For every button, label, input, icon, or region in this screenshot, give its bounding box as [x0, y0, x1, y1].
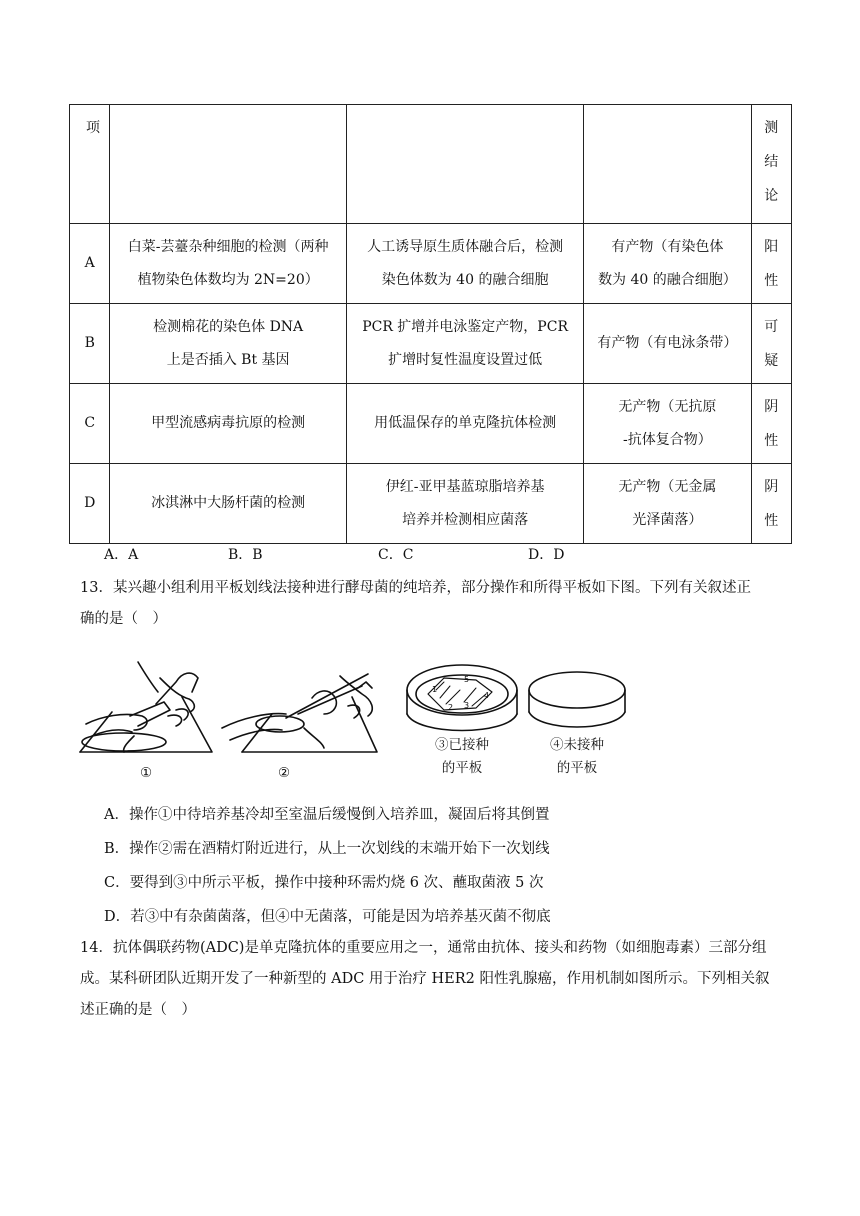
q14-stem: 14．抗体偶联药物(ADC)是单克隆抗体的重要应用之一，通常由抗体、接头和药物（如细胞毒素）三部分组 成。某科研团队近期开发了一种新型的 ADC 用于治疗 HER2 阳性乳腺癌，作用机制如图所示。下列相关叙 述正确的是（ ） — [80, 940, 770, 1018]
streaking-scene-drawing — [222, 674, 377, 752]
table-row — [70, 304, 792, 384]
table-cell: 冰淇淋中大肠杆菌的检测 — [110, 464, 346, 544]
table-cell: 有产物（有染色体 数为 40 的融合细胞） — [584, 224, 751, 304]
header-cell-item: 项 — [70, 105, 110, 224]
table-cell: 有产物（有电泳条带） — [584, 304, 751, 384]
svg-text:3: 3 — [464, 701, 470, 710]
header-cell-conclusion: 测结论 — [751, 105, 791, 224]
figure-label-1: ① — [139, 765, 153, 781]
q13-option-d[interactable]: D．若③中有杂菌菌落，但④中无菌落，可能是因为培养基灭菌不彻底 — [104, 909, 551, 925]
q12-option-c[interactable]: C．C — [378, 547, 414, 563]
table-cell: 无产物（无金属 光泽菌落） — [584, 464, 751, 544]
table-cell: 伊红-亚甲基蓝琼脂培养基 培养并检测相应菌落 — [346, 464, 583, 544]
table-cell-conclusion: 阴性 — [751, 384, 791, 464]
svg-text:4: 4 — [484, 691, 490, 700]
table-cell: PCR 扩增并电泳鉴定产物，PCR 扩增时复性温度设置过低 — [346, 304, 583, 384]
table-row — [70, 464, 792, 544]
inoculated-plate-drawing — [407, 665, 517, 731]
q13-option-b[interactable]: B．操作②需在酒精灯附近进行，从上一次划线的末端开始下一次划线 — [104, 841, 550, 857]
table-cell-conclusion: 阳性 — [751, 224, 791, 304]
row-label: A — [70, 224, 110, 304]
table-cell: 人工诱导原生质体融合后，检测 染色体数为 40 的融合细胞 — [346, 224, 583, 304]
q13-stem: 13．某兴趣小组利用平板划线法接种进行酵母菌的纯培养，部分操作和所得平板如下图。下列有关叙述正 确的是（ ） — [80, 580, 751, 627]
q12-option-d[interactable]: D．D — [528, 547, 565, 563]
table-cell-conclusion: 阴性 — [751, 464, 791, 544]
header-cell-3 — [346, 105, 583, 224]
table-cell-conclusion: 可疑 — [751, 304, 791, 384]
pouring-scene-drawing — [80, 662, 212, 752]
header-cell-2 — [110, 105, 346, 224]
detection-table — [69, 104, 792, 544]
table-header-row — [70, 105, 792, 224]
q13-option-c[interactable]: C．要得到③中所示平板，操作中接种环需灼烧 6 次、蘸取菌液 5 次 — [104, 875, 544, 891]
table-cell: 甲型流感病毒抗原的检测 — [110, 384, 346, 464]
row-label: C — [70, 384, 110, 464]
uninoculated-plate-drawing — [529, 672, 625, 727]
figure-label-3: ③已接种 的平板 — [435, 737, 489, 776]
svg-text:5: 5 — [464, 675, 470, 684]
svg-text:1: 1 — [432, 685, 438, 694]
svg-text:2: 2 — [448, 703, 454, 712]
header-cell-4 — [584, 105, 751, 224]
table-row — [70, 224, 792, 304]
q12-option-a[interactable]: A．A — [104, 547, 139, 563]
q12-option-b[interactable]: B．B — [228, 547, 263, 563]
table-cell: 用低温保存的单克隆抗体检测 — [346, 384, 583, 464]
table-cell: 无产物（无抗原 -抗体复合物） — [584, 384, 751, 464]
q12-options — [104, 544, 804, 564]
q13-figure — [72, 652, 632, 787]
figure-label-4: ④未接种 的平板 — [550, 737, 604, 776]
table-row — [70, 384, 792, 464]
q13-option-a[interactable]: A．操作①中待培养基冷却至室温后缓慢倒入培养皿，凝固后将其倒置 — [104, 807, 550, 823]
figure-label-2: ② — [277, 765, 291, 781]
row-label: B — [70, 304, 110, 384]
table-cell: 白菜-芸薹杂种细胞的检测（两种 植物染色体数均为 2N=20） — [110, 224, 346, 304]
table-cell: 检测棉花的染色体 DNA 上是否插入 Bt 基因 — [110, 304, 346, 384]
row-label: D — [70, 464, 110, 544]
